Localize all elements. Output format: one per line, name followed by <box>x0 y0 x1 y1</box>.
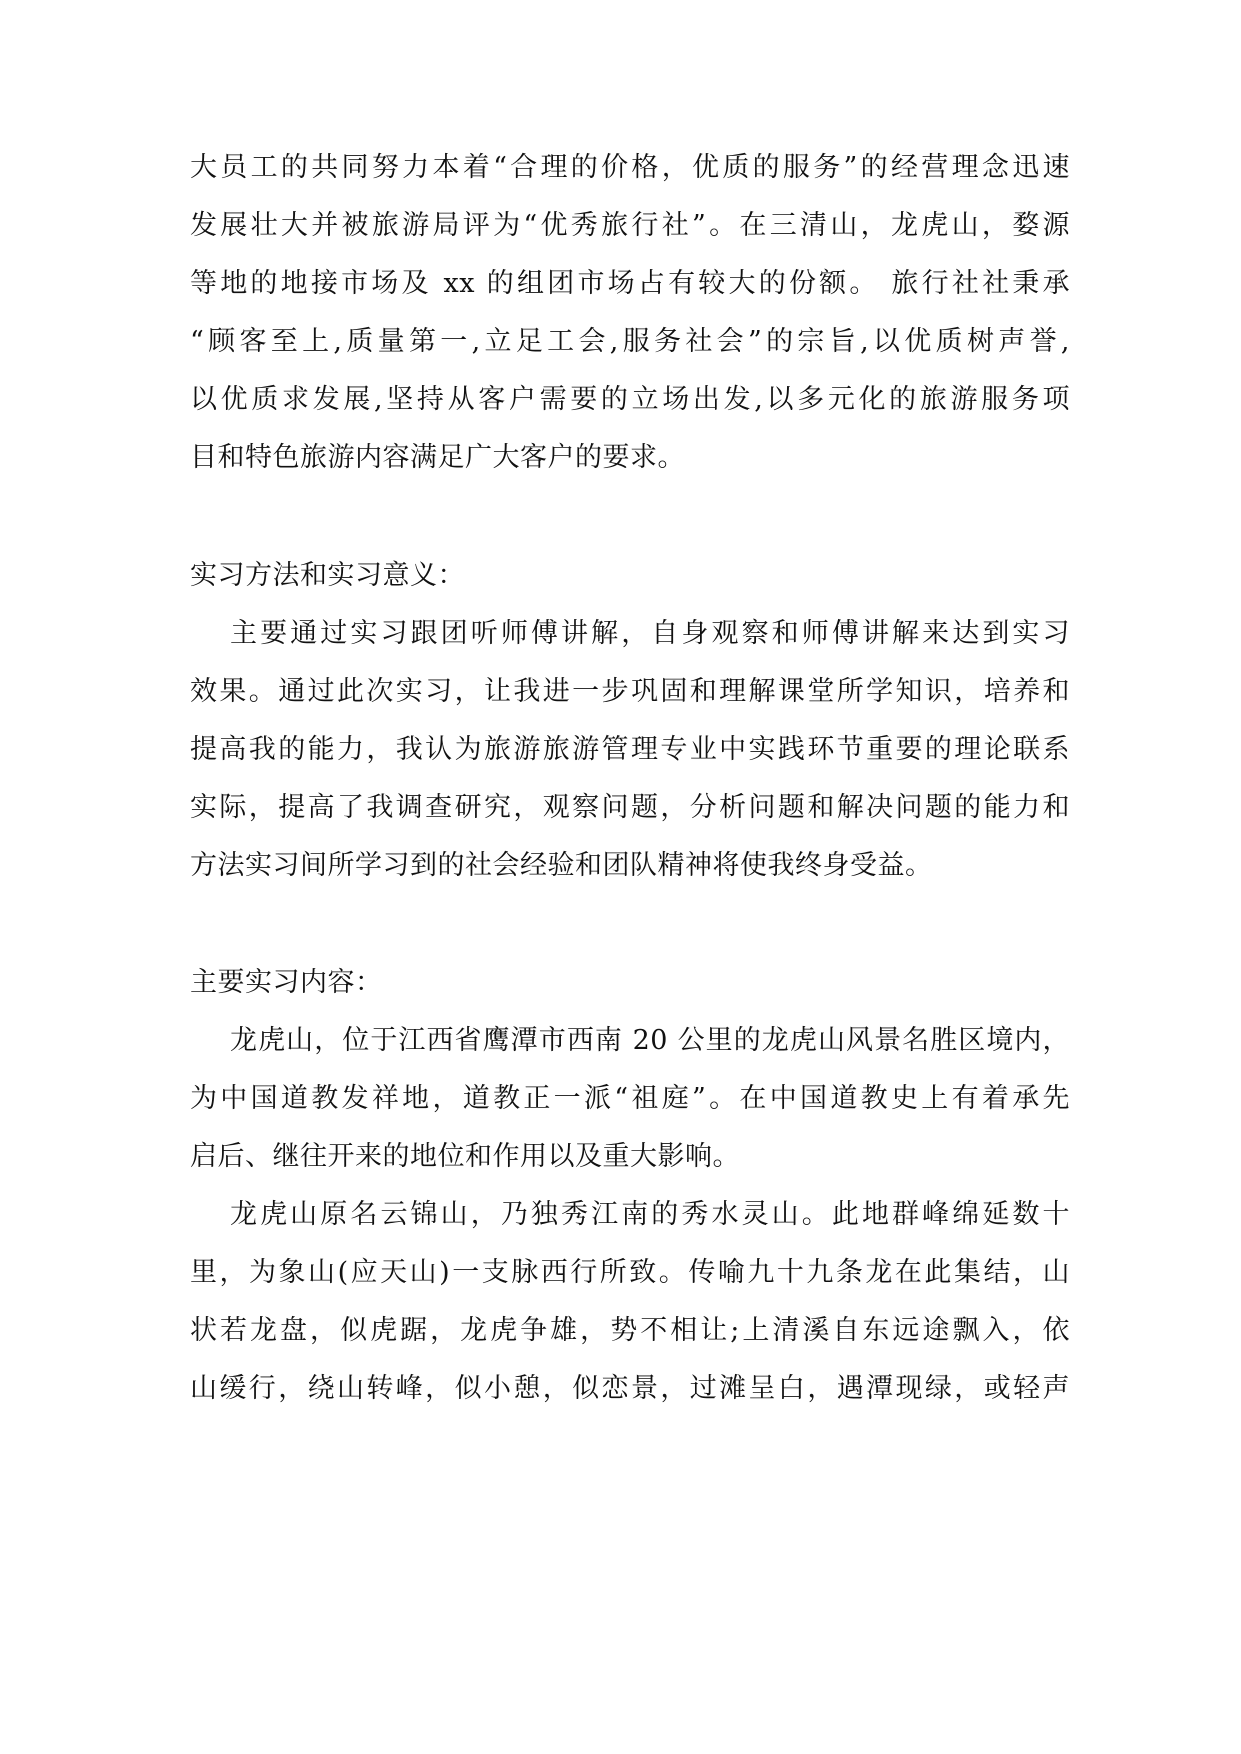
intro-line-5: 以优质求发展,坚持从客户需要的立场出发,以多元化的旅游服务项 <box>190 384 1070 415</box>
section1-line-1: 主要通过实习跟团听师傅讲解，自身观察和师傅讲解来达到实习 <box>230 618 1070 649</box>
intro-line-4: “顾客至上,质量第一,立足工会,服务社会”的宗旨,以优质树声誉, <box>190 326 1070 357</box>
section2-para1-line-1: 龙虎山，位于江西省鹰潭市西南 20 公里的龙虎山风景名胜区境内， <box>230 1025 1070 1056</box>
section1-line-3: 提高我的能力，我认为旅游旅游管理专业中实践环节重要的理论联系 <box>190 734 1070 765</box>
section2-para1-line-3: 启后、继往开来的地位和作用以及重大影响。 <box>190 1141 740 1172</box>
intro-line-6: 目和特色旅游内容满足广大客户的要求。 <box>190 442 685 473</box>
section2-para2-line-2: 里，为象山(应天山)一支脉西行所致。传喻九十九条龙在此集结，山 <box>190 1257 1070 1288</box>
section2-para1-line-2: 为中国道教发祥地，道教正一派“祖庭”。在中国道教史上有着承先 <box>190 1083 1070 1114</box>
section2-para2-line-1: 龙虎山原名云锦山，乃独秀江南的秀水灵山。此地群峰绵延数十 <box>230 1199 1070 1230</box>
section1-line-2: 效果。通过此次实习，让我进一步巩固和理解课堂所学知识，培养和 <box>190 676 1070 707</box>
section2-para2-line-4: 山缓行，绕山转峰，似小憩，似恋景，过滩呈白，遇潭现绿，或轻声 <box>190 1373 1070 1404</box>
section-heading-methods: 实习方法和实习意义： <box>190 560 465 591</box>
section1-line-5: 方法实习间所学习到的社会经验和团队精神将使我终身受益。 <box>190 850 933 881</box>
intro-line-1: 大员工的共同努力本着“合理的价格，优质的服务”的经营理念迅速 <box>190 152 1070 183</box>
section-heading-content: 主要实习内容： <box>190 967 383 998</box>
intro-line-3: 等地的地接市场及 xx 的组团市场占有较大的份额。 旅行社社秉承 <box>190 268 1070 299</box>
section1-line-4: 实际，提高了我调查研究，观察问题，分析问题和解决问题的能力和 <box>190 792 1070 823</box>
intro-line-2: 发展壮大并被旅游局评为“优秀旅行社”。在三清山，龙虎山，婺源 <box>190 210 1070 241</box>
section2-para2-line-3: 状若龙盘，似虎踞，龙虎争雄，势不相让;上清溪自东远途飘入，依 <box>190 1315 1070 1346</box>
